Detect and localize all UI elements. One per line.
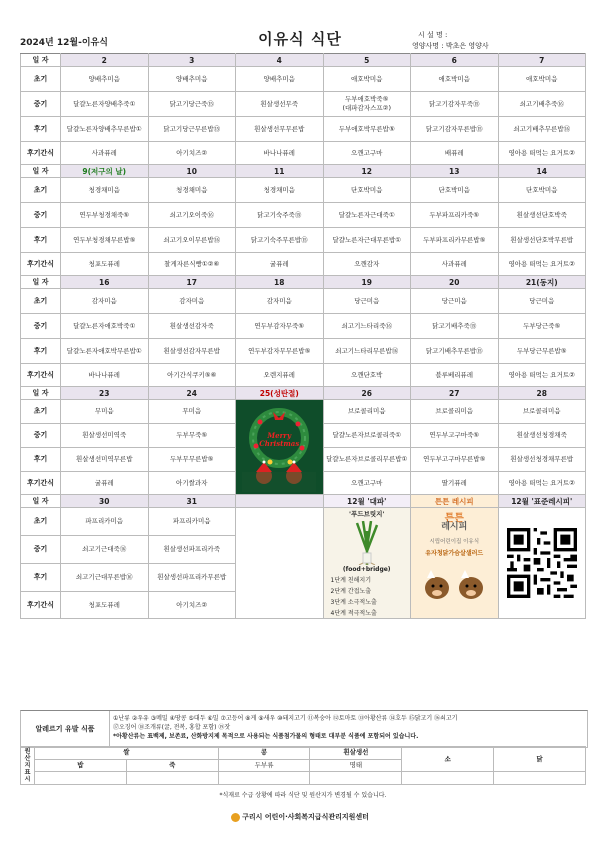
origin-label: 원산지표시 — [21, 747, 35, 785]
early-row — [21, 178, 586, 203]
snack-row — [21, 253, 586, 276]
menu-cell: 연두부감자무죽⑤ — [236, 314, 324, 339]
menu-cell: 달걀노른자양배추죽① — [61, 92, 149, 117]
origin-head: 소 — [402, 747, 494, 772]
menu-cell: 달걀노른자애호박죽① — [61, 314, 149, 339]
menu-cell: 청포도퓨레 — [61, 253, 149, 276]
snack-label: 후기간식 — [21, 364, 61, 387]
menu-cell: 흰살생선단호박죽 — [498, 203, 586, 228]
menu-cell: 브로콜리미음 — [498, 400, 586, 424]
header — [0, 0, 600, 52]
menu-cell: 닭고기감자무죽⑮ — [411, 92, 499, 117]
menu-cell: 무미음 — [148, 400, 236, 424]
menu-cell: 찰게자른식빵①②⑥ — [148, 253, 236, 276]
menu-cell: 두부무죽⑤ — [148, 424, 236, 448]
late-row — [21, 339, 586, 364]
origin-subhead: 명태 — [310, 759, 402, 772]
recipe-panel — [411, 508, 499, 619]
menu-cell: 닭고기배추죽⑮ — [411, 314, 499, 339]
date-cell: 31 — [148, 495, 236, 508]
menu-cell: 바나나퓨레 — [236, 142, 324, 165]
info-panel-header: 12월 '대파' — [323, 495, 411, 508]
empty-cell — [236, 508, 324, 619]
origin-subhead: 밥 — [35, 759, 127, 772]
year-month: 2024년 12월-이유식 — [20, 38, 108, 48]
late-label: 후기 — [21, 228, 61, 253]
menu-cell: 두부파프리카무른밥⑤ — [411, 228, 499, 253]
late-label: 후기 — [21, 117, 61, 142]
early-row — [21, 508, 586, 536]
menu-cell: 당근미음 — [411, 289, 499, 314]
menu-cell: 단호박미음 — [498, 178, 586, 203]
origin-value — [310, 772, 402, 785]
date-cell: 9(저구의 날) — [61, 165, 149, 178]
origin-head: 콩 — [218, 747, 310, 760]
menu-cell: 양배추미음 — [236, 67, 324, 92]
menu-cell: 파프리카미음 — [148, 508, 236, 536]
early-row — [21, 289, 586, 314]
early-label: 초기 — [21, 289, 61, 314]
snack-row — [21, 364, 586, 387]
date-cell: 21(동지) — [498, 276, 586, 289]
date-cell: 13 — [411, 165, 499, 178]
menu-cell: 쇠고기근대죽⑯ — [61, 536, 149, 564]
menu-cell: 배퓨레 — [411, 142, 499, 165]
menu-cell: 사과퓨레 — [411, 253, 499, 276]
mid-row — [21, 203, 586, 228]
menu-cell: 연두부청경채죽⑤ — [61, 203, 149, 228]
menu-cell: 달걀노른자애호박무른밥① — [61, 339, 149, 364]
date-cell: 28 — [498, 387, 586, 400]
date-cell-holiday: 25(성탄절) — [236, 387, 324, 400]
menu-cell: 당근미음 — [323, 289, 411, 314]
date-cell: 17 — [148, 276, 236, 289]
date-row — [21, 276, 586, 289]
menu-cell: 두부파프리카죽⑤ — [411, 203, 499, 228]
facility-name: 시 설 명 : — [418, 31, 448, 39]
snack-label: 후기간식 — [21, 142, 61, 165]
menu-cell: 흰살생선미역무른밥 — [61, 448, 149, 472]
menu-cell: 브로콜리미음 — [323, 400, 411, 424]
date-cell: 19 — [323, 276, 411, 289]
date-row — [21, 165, 586, 178]
menu-cell: 양배추미음 — [148, 67, 236, 92]
menu-cell: 귤퓨레 — [236, 253, 324, 276]
date-label: 일 자 — [21, 387, 61, 400]
menu-cell: 당근미음 — [498, 289, 586, 314]
menu-cell: 달걀노른자브로콜리무른밥① — [323, 448, 411, 472]
menu-cell: 단호박미음 — [411, 178, 499, 203]
menu-cell: 흰살생선감자죽 — [148, 314, 236, 339]
step-item: 4단계 적극적노출 — [330, 610, 377, 617]
date-cell: 7 — [498, 54, 586, 67]
qr-panel-header: 12월 '표준레시피' — [498, 495, 586, 508]
recipe-subtitle: 시립어린이집 이유식 — [429, 539, 480, 545]
date-cell: 30 — [61, 495, 149, 508]
menu-cell: 흰살생선단호박무른밥 — [498, 228, 586, 253]
dietitian-name: 영양사명 : 박초은 영양사 — [412, 42, 489, 50]
early-label: 초기 — [21, 508, 61, 536]
menu-cell: 쇠고기근대무른밥⑯ — [61, 564, 149, 592]
origin-value — [494, 772, 586, 785]
menu-cell: 무미음 — [61, 400, 149, 424]
date-row — [21, 387, 586, 400]
date-cell: 11 — [236, 165, 324, 178]
allergy-section — [20, 710, 588, 748]
origin-value-row — [21, 772, 586, 785]
origin-subhead: 두부류 — [218, 759, 310, 772]
allergy-list-1: ①난류 ②우유 ③메밀 ④땅콩 ⑤대두 ⑥밀 ⑦고등어 ⑧게 ⑨새우 ⑩돼지고기 ⑪복숭아 ⑫토마토 ⑬아황산류 ⑭호두 ⑮닭고기 ⑯쇠고기 — [113, 715, 458, 722]
early-label: 초기 — [21, 178, 61, 203]
menu-cell: 쇠고기배추죽⑯ — [498, 92, 586, 117]
menu-cell: 오렌지퓨레 — [236, 364, 324, 387]
food-bridge-panel — [323, 508, 411, 619]
menu-cell: 영아용 떠먹는 요거트② — [498, 472, 586, 495]
menu-cell: 닭고기당근무른밥⑮ — [148, 117, 236, 142]
date-cell: 26 — [323, 387, 411, 400]
origin-head-row — [21, 747, 586, 760]
menu-cell: 흰살생선감자무른밥 — [148, 339, 236, 364]
cow-mascot-icon — [419, 564, 489, 604]
recipe-title-1: 튼튼 — [444, 513, 464, 524]
qr-code-icon[interactable] — [507, 528, 577, 598]
page-title: 이유식 식단 — [258, 30, 342, 48]
menu-cell: 쇠고기오이죽⑯ — [148, 203, 236, 228]
menu-cell: 아기쌀과자 — [148, 472, 236, 495]
mid-label: 중기 — [21, 203, 61, 228]
late-label: 후기 — [21, 448, 61, 472]
date-label: 일 자 — [21, 495, 61, 508]
date-row — [21, 54, 586, 67]
menu-cell: 으깬고구마 — [323, 472, 411, 495]
snack-label: 후기간식 — [21, 472, 61, 495]
origin-head: 닭 — [494, 747, 586, 772]
late-row — [21, 117, 586, 142]
early-label: 초기 — [21, 67, 61, 92]
menu-cell: 흰살생선파프리카무른밥 — [148, 564, 236, 592]
early-row — [21, 67, 586, 92]
footer-text: 구리시 어린이·사회복지급식관리지원센터 — [242, 813, 369, 821]
menu-cell: 달걀노른자양배추무른밥① — [61, 117, 149, 142]
date-cell: 16 — [61, 276, 149, 289]
allergy-note: *아황산류는 표백제, 보존료, 산화방지제 목적으로 사용되는 식품첨가물의 형태로 대부분 식품에 포함되어 있습니다. — [113, 733, 419, 740]
menu-cell: 딸기퓨레 — [411, 472, 499, 495]
menu-cell: 달걀노른자브로콜리죽① — [323, 424, 411, 448]
date-cell: 18 — [236, 276, 324, 289]
qr-panel — [498, 508, 586, 619]
menu-cell: 으깬고구마 — [323, 142, 411, 165]
menu-cell: 연두부고구마죽⑤ — [411, 424, 499, 448]
menu-cell: 영아용 떠먹는 요거트② — [498, 364, 586, 387]
mid-row — [21, 314, 586, 339]
mid-label: 중기 — [21, 424, 61, 448]
early-label: 초기 — [21, 400, 61, 424]
origin-head: 쌀 — [35, 747, 219, 760]
menu-cell: 흰살생선무죽 — [236, 92, 324, 117]
menu-cell: 블루베리퓨레 — [411, 364, 499, 387]
menu-cell: 쇠고기오이무른밥⑯ — [148, 228, 236, 253]
origin-value — [126, 772, 218, 785]
menu-cell: 연두부감자무무른밥⑤ — [236, 339, 324, 364]
origin-head: 흰살생선 — [310, 747, 402, 760]
date-cell: 10 — [148, 165, 236, 178]
menu-cell: 아기간식쿠키⑤⑥ — [148, 364, 236, 387]
menu-cell: 청경채미음 — [148, 178, 236, 203]
date-cell: 12 — [323, 165, 411, 178]
date-cell: 24 — [148, 387, 236, 400]
menu-cell: 닭고기배추무른밥⑮ — [411, 339, 499, 364]
signature-block — [412, 30, 489, 52]
menu-cell: 흰살생선무무른밥 — [236, 117, 324, 142]
menu-cell: 애호박미음 — [498, 67, 586, 92]
menu-cell: 청경채미음 — [61, 178, 149, 203]
menu-cell: 닭고기숙주죽⑮ — [236, 203, 324, 228]
green-onion-icon — [347, 521, 387, 565]
menu-cell: 달걀노른자근대무른밥① — [323, 228, 411, 253]
late-label: 후기 — [21, 564, 61, 592]
menu-cell: 연두부청경채무른밥⑤ — [61, 228, 149, 253]
menu-cell: 흰살생선미역죽 — [61, 424, 149, 448]
step-item: 3단계 소극적노출 — [330, 599, 377, 606]
snack-label: 후기간식 — [21, 253, 61, 276]
menu-cell: 닭고기숙주무른밥⑮ — [236, 228, 324, 253]
origin-subhead: 죽 — [126, 759, 218, 772]
christmas-image — [236, 400, 324, 495]
menu-cell: 두부당근죽⑤ — [498, 314, 586, 339]
menu-cell: 감자미음 — [148, 289, 236, 314]
date-row — [21, 495, 586, 508]
food-bridge-caption: (food+bridge) — [342, 566, 391, 573]
late-label: 후기 — [21, 339, 61, 364]
footer — [0, 812, 600, 822]
origin-value — [35, 772, 127, 785]
menu-cell: 쇠고기느타리죽⑯ — [323, 314, 411, 339]
disclaimer-note: *식재료 수급 상황에 따라 식단 및 원산지가 변경될 수 있습니다. — [219, 792, 387, 799]
allergy-label: 알레르기 유발 식품 — [21, 711, 110, 747]
date-label: 일 자 — [21, 54, 61, 67]
menu-table — [20, 53, 586, 619]
empty-date-cell — [236, 495, 324, 508]
recipe-title-2: 레시피 — [441, 522, 468, 532]
snack-label: 후기간식 — [21, 592, 61, 619]
menu-cell: 쇠고기느타리무른밥⑯ — [323, 339, 411, 364]
menu-cell: 흰살생선청경채죽 — [498, 424, 586, 448]
menu-cell: 으깬단호박 — [323, 364, 411, 387]
menu-cell: 두부애호박무른밥⑤ — [323, 117, 411, 142]
date-cell: 14 — [498, 165, 586, 178]
menu-cell: 두부애호박죽⑤ (대파감자스프②) — [323, 92, 411, 117]
snack-row — [21, 142, 586, 165]
menu-cell: 아기치즈② — [148, 592, 236, 619]
menu-cell: 두부당근무른밥⑤ — [498, 339, 586, 364]
menu-cell: 흰살생선파프리카죽 — [148, 536, 236, 564]
date-label: 일 자 — [21, 165, 61, 178]
menu-cell: 닭고기당근죽⑮ — [148, 92, 236, 117]
menu-cell: 감자미음 — [236, 289, 324, 314]
menu-cell: 쇠고기배추무른밥⑯ — [498, 117, 586, 142]
late-row — [21, 228, 586, 253]
date-label: 일 자 — [21, 276, 61, 289]
date-cell: 5 — [323, 54, 411, 67]
food-bridge-subtitle: '푸드브릿지' — [349, 510, 385, 518]
mid-label: 중기 — [21, 314, 61, 339]
step-item: 2단계 간접노출 — [330, 588, 372, 595]
menu-cell: 청포도퓨레 — [61, 592, 149, 619]
center-logo-icon — [231, 813, 240, 822]
step-item: 1단계 친해지기 — [330, 577, 372, 584]
menu-cell: 양배추미음 — [61, 67, 149, 92]
allergy-text — [113, 714, 583, 741]
menu-cell: 흰살생선청경채무른밥 — [498, 448, 586, 472]
menu-cell: 브로콜리미음 — [411, 400, 499, 424]
date-cell: 6 — [411, 54, 499, 67]
recipe-name: 유자청닭가슴살샐러드 — [425, 550, 484, 557]
menu-cell: 단호박미음 — [323, 178, 411, 203]
menu-cell: 두부무무른밥⑤ — [148, 448, 236, 472]
menu-cell: 바나나퓨레 — [61, 364, 149, 387]
menu-cell: 사과퓨레 — [61, 142, 149, 165]
menu-cell: 으깬감자 — [323, 253, 411, 276]
menu-cell: 청경채미음 — [236, 178, 324, 203]
menu-cell: 감자미음 — [61, 289, 149, 314]
menu-cell: 연두부고구마무른밥⑤ — [411, 448, 499, 472]
menu-cell: 애호박미음 — [323, 67, 411, 92]
date-cell: 23 — [61, 387, 149, 400]
origin-value — [402, 772, 494, 785]
origin-value — [218, 772, 310, 785]
mid-label: 중기 — [21, 536, 61, 564]
menu-cell: 달걀노른자근대죽① — [323, 203, 411, 228]
mid-row — [21, 92, 586, 117]
menu-cell: 닭고기감자무른밥⑮ — [411, 117, 499, 142]
menu-cell: 영아용 떠먹는 요거트② — [498, 142, 586, 165]
date-cell: 20 — [411, 276, 499, 289]
menu-cell: 애호박미음 — [411, 67, 499, 92]
date-cell: 2 — [61, 54, 149, 67]
date-cell: 4 — [236, 54, 324, 67]
menu-cell: 귤퓨레 — [61, 472, 149, 495]
recipe-panel-header: 튼튼 레시피 — [411, 495, 499, 508]
early-row — [21, 400, 586, 424]
date-cell: 27 — [411, 387, 499, 400]
christmas-greeting: Merry Christmas — [259, 431, 300, 448]
menu-cell: 아기치즈② — [148, 142, 236, 165]
mid-label: 중기 — [21, 92, 61, 117]
allergy-list-2: ⑰오징어 ⑱조개류(굴, 전복, 홍합 포함) ⑲잣 — [113, 724, 231, 731]
date-cell: 3 — [148, 54, 236, 67]
origin-table — [20, 746, 586, 785]
menu-cell: 영아용 떠먹는 요거트② — [498, 253, 586, 276]
menu-cell: 파프리카미음 — [61, 508, 149, 536]
